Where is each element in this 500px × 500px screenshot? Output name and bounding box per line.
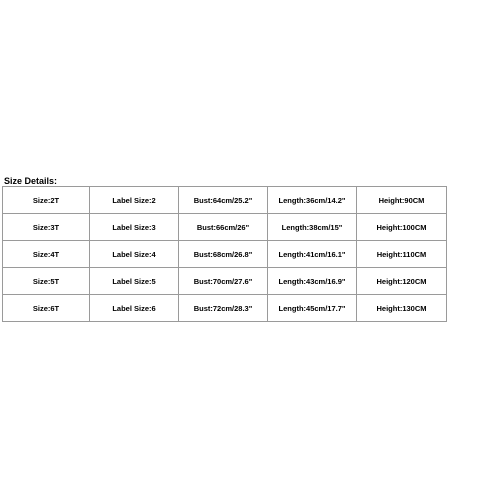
length-cell: Length:45cm/17.7"	[268, 295, 357, 322]
bust-cell: Bust:64cm/25.2"	[179, 187, 268, 214]
table-row	[3, 241, 447, 268]
height-cell: Height:130CM	[357, 295, 447, 322]
length-cell: Length:41cm/16.1"	[268, 241, 357, 268]
label-size-cell: Label Size:5	[90, 268, 179, 295]
size-details-title: Size Details:	[4, 176, 58, 186]
size-cell: Size:6T	[3, 295, 90, 322]
label-size-cell: Label Size:6	[90, 295, 179, 322]
label-size-cell: Label Size:3	[90, 214, 179, 241]
table-row	[3, 268, 447, 295]
bust-cell: Bust:72cm/28.3"	[179, 295, 268, 322]
bust-cell: Bust:66cm/26"	[179, 214, 268, 241]
size-chart-table	[2, 186, 447, 322]
height-cell: Height:90CM	[357, 187, 447, 214]
height-cell: Height:120CM	[357, 268, 447, 295]
bust-cell: Bust:68cm/26.8"	[179, 241, 268, 268]
height-cell: Height:110CM	[357, 241, 447, 268]
size-cell: Size:4T	[3, 241, 90, 268]
bust-cell: Bust:70cm/27.6"	[179, 268, 268, 295]
table-row	[3, 214, 447, 241]
label-size-cell: Label Size:4	[90, 241, 179, 268]
length-cell: Length:36cm/14.2"	[268, 187, 357, 214]
length-cell: Length:38cm/15"	[268, 214, 357, 241]
table-row	[3, 187, 447, 214]
length-cell: Length:43cm/16.9"	[268, 268, 357, 295]
size-cell: Size:5T	[3, 268, 90, 295]
table-row	[3, 295, 447, 322]
label-size-cell: Label Size:2	[90, 187, 179, 214]
height-cell: Height:100CM	[357, 214, 447, 241]
size-cell: Size:2T	[3, 187, 90, 214]
size-cell: Size:3T	[3, 214, 90, 241]
